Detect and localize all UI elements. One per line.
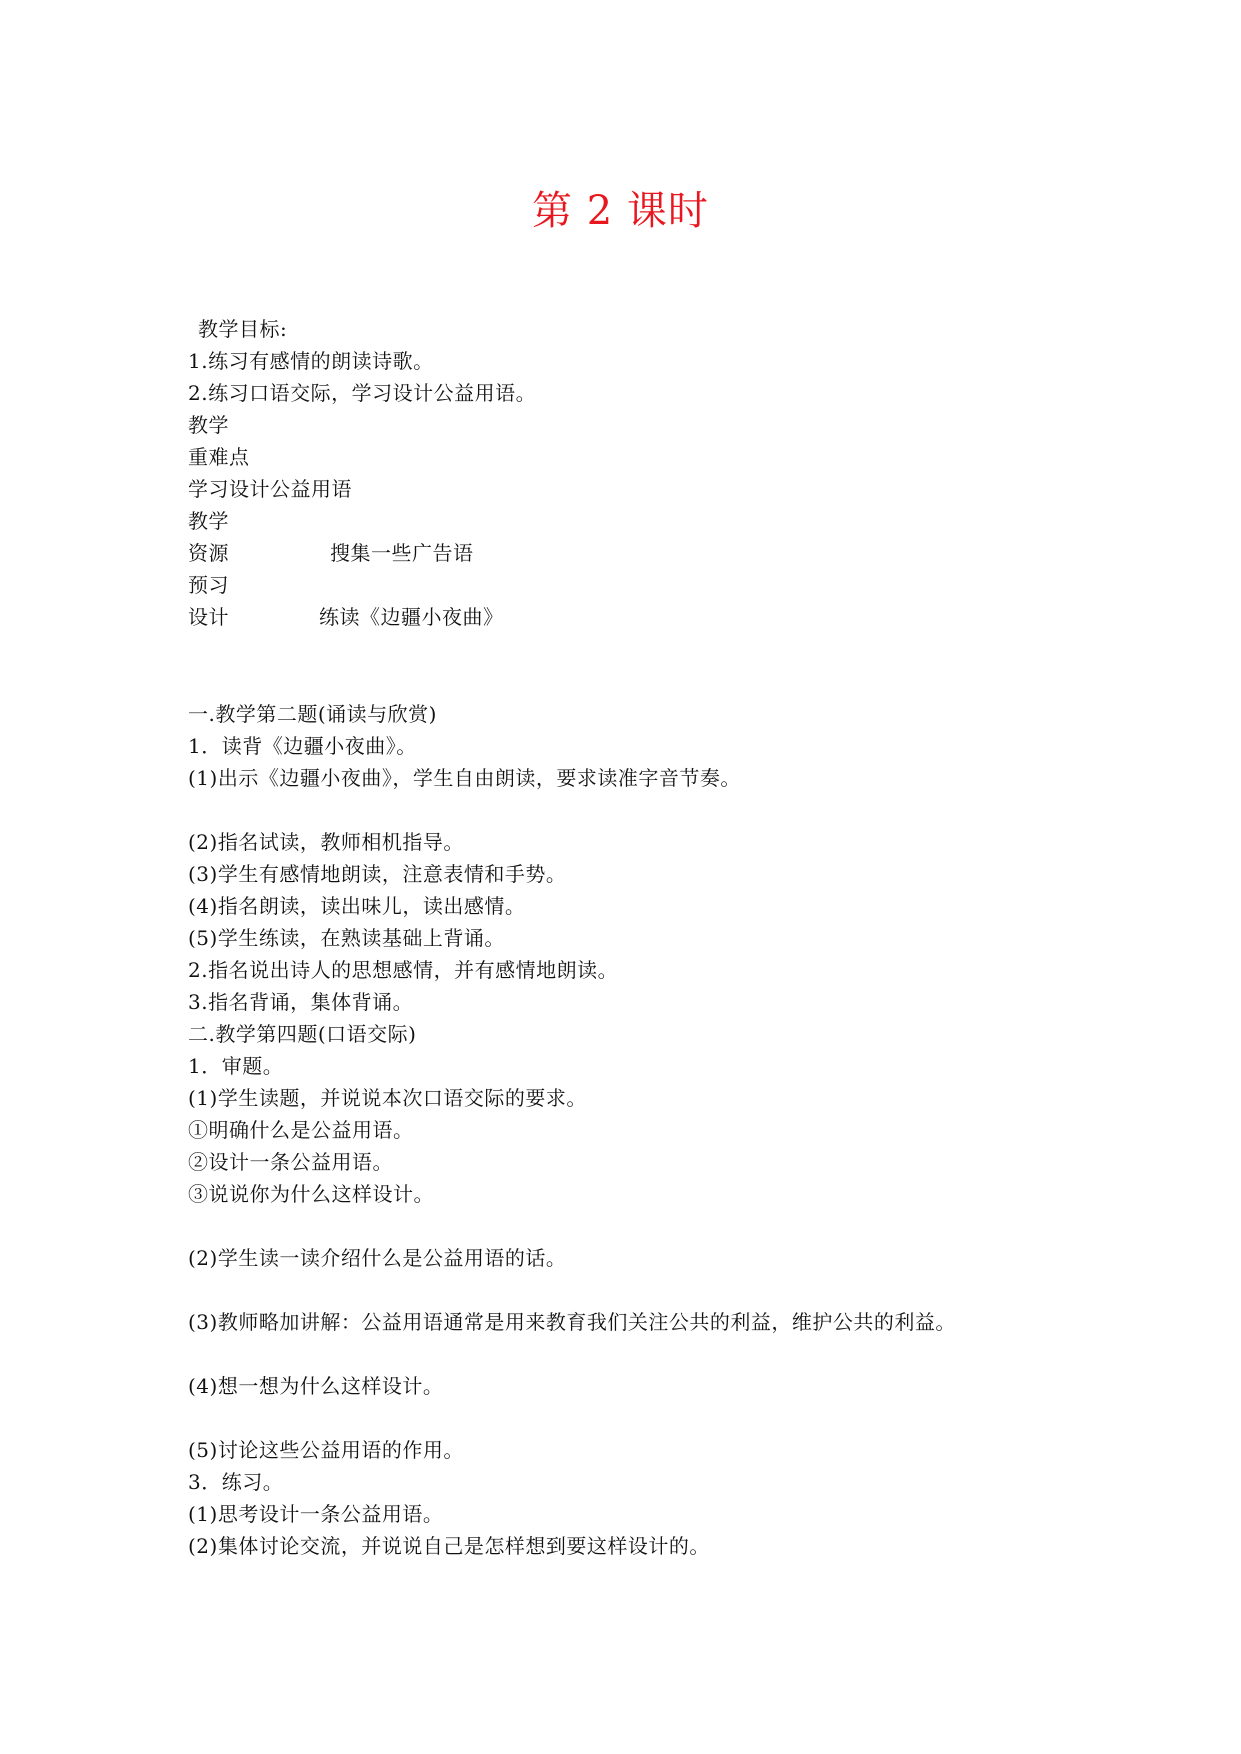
section1-sub-5: (5)学生练读，在熟读基础上背诵。	[188, 926, 505, 950]
section1-step2: 2.指名说出诗人的思想感情，并有感情地朗读。	[188, 958, 619, 982]
objectives-heading: 教学目标:	[198, 317, 288, 341]
section2-heading: 二.教学第四题(口语交际)	[188, 1022, 417, 1046]
preview-label-2: 设计	[188, 605, 229, 629]
objective-item-2: 2.练习口语交际，学习设计公益用语。	[188, 381, 537, 405]
section2-s4: (4)想一想为什么这样设计。	[188, 1374, 444, 1398]
preview-label-1: 预习	[188, 573, 229, 597]
resources-value: 搜集一些广告语	[330, 541, 474, 565]
key-points-label-1: 教学	[188, 413, 229, 437]
section2-p1: (1)思考设计一条公益用语。	[188, 1502, 444, 1526]
section2-s5: (5)讨论这些公益用语的作用。	[188, 1438, 464, 1462]
page-title: 第 2 课时	[532, 188, 709, 234]
section2-step3: 3．练习。	[188, 1470, 284, 1494]
section1-sub-3: (3)学生有感情地朗读，注意表情和手势。	[188, 862, 567, 886]
section1-step3: 3.指名背诵，集体背诵。	[188, 990, 414, 1014]
section1-heading: 一.教学第二题(诵读与欣赏)	[188, 702, 437, 726]
section2-s2: (2)学生读一读介绍什么是公益用语的话。	[188, 1246, 567, 1270]
section2-circled-3: ③说说你为什么这样设计。	[188, 1182, 434, 1206]
objective-item-1: 1.练习有感情的朗读诗歌。	[188, 349, 434, 373]
key-points-value: 学习设计公益用语	[188, 477, 352, 501]
preview-value: 练读《边疆小夜曲》	[319, 605, 504, 629]
section2-step1: 1．审题。	[188, 1054, 284, 1078]
section2-s3: (3)教师略加讲解：公益用语通常是用来教育我们关注公共的利益，维护公共的利益。	[188, 1310, 956, 1334]
resources-label-1: 教学	[188, 509, 229, 533]
section2-s1: (1)学生读题，并说说本次口语交际的要求。	[188, 1086, 587, 1110]
section2-p2: (2)集体讨论交流，并说说自己是怎样想到要这样设计的。	[188, 1534, 710, 1558]
section1-sub-4: (4)指名朗读，读出味儿，读出感情。	[188, 894, 526, 918]
section1-step1: 1．读背《边疆小夜曲》。	[188, 734, 417, 758]
section1-sub-1: (1)出示《边疆小夜曲》，学生自由朗读，要求读准字音节奏。	[188, 766, 741, 790]
section2-circled-1: ①明确什么是公益用语。	[188, 1118, 414, 1142]
section1-sub-2: (2)指名试读，教师相机指导。	[188, 830, 464, 854]
section2-circled-2: ②设计一条公益用语。	[188, 1150, 393, 1174]
key-points-label-2: 重难点	[188, 445, 250, 469]
resources-label-2: 资源	[188, 541, 229, 565]
